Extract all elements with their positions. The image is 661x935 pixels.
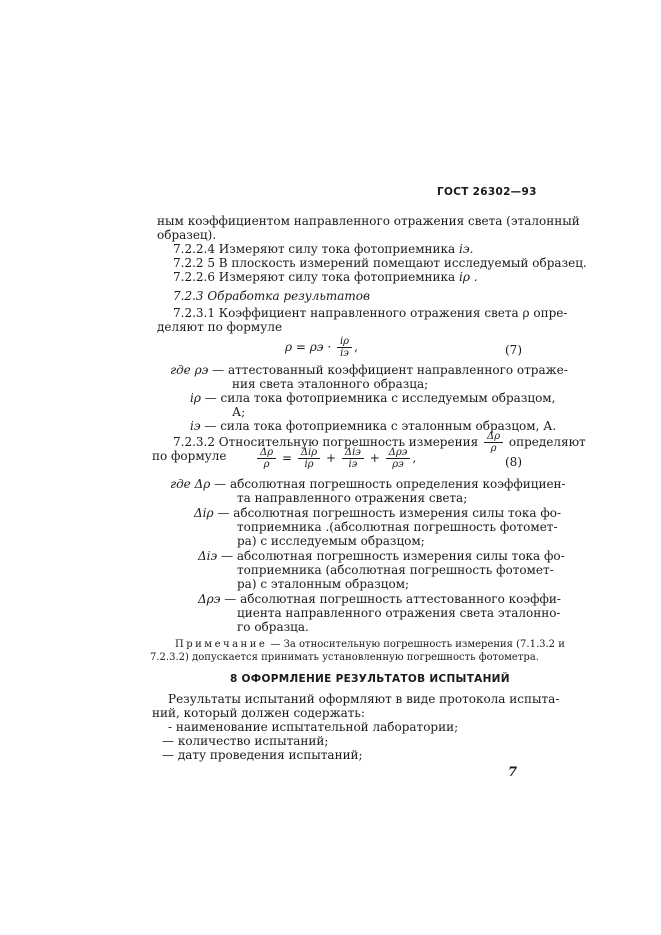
paragraph-line: по формуле — [152, 449, 227, 463]
fraction: $\frac{i\rho}{iэ}$ — [337, 336, 352, 359]
where-item-cont: циента направленного отражения света эталонно- — [237, 606, 561, 620]
standard-header: ГОСТ 26302—93 — [437, 186, 537, 198]
where-item-cont: топриемника (абсолютная погрешность фотомет- — [237, 563, 554, 577]
fraction: $\frac{\Delta\rho}{\rho}$ — [484, 431, 503, 454]
fraction: $\frac{\text{Δiэ}}{iэ}$ — [342, 447, 364, 470]
clause-723-heading: 7.2.3 Обработка результатов — [173, 289, 370, 303]
list-item: — дату проведения испытаний; — [162, 748, 363, 762]
clause-7224: 7.2.2.4 Измеряют силу тока фотоприемника iэ. — [173, 242, 474, 256]
where-item: iρ — сила тока фотоприемника с исследуемым образцом, — [190, 391, 556, 405]
paragraph-line: ным коэффициентом направленного отражения света (эталонный — [157, 214, 580, 228]
where-item-cont: топриемника .(абсолютная погрешность фотомет- — [237, 520, 558, 534]
where-item-cont: А; — [232, 405, 246, 419]
fraction: $\frac{\text{Δiρ}}{i\rho}$ — [298, 447, 320, 470]
clause-7231: 7.2.3.1 Коэффициент направленного отражения света ρ опре- — [173, 306, 568, 320]
note: Примечание — За относительную погрешность измерения (7.1.3.2 и — [175, 639, 565, 650]
where-item-cont: та направленного отражения света; — [237, 491, 468, 505]
clause-7226: 7.2.2.6 Измеряют силу тока фотоприемника iρ . — [173, 270, 478, 284]
section-8-intro: Результаты испытаний оформляют в виде протокола испыта- — [168, 692, 560, 706]
where-item: Δiρ — абсолютная погрешность измерения силы тока фо- — [194, 506, 562, 520]
where-item-cont: ния света эталонного образца; — [232, 377, 429, 391]
where-item-cont: ра) с исследуемым образцом; — [237, 534, 425, 548]
list-item: - наименование испытательной лаборатории; — [168, 720, 459, 734]
where-item: iэ — сила тока фотоприемника с эталонным образцом, А. — [190, 419, 557, 433]
formula-8: $\frac{\Delta\rho}{\rho}$ = $\frac{\text{Δiρ}}{i\rho}$ + $\frac{\text{Δiэ}}{iэ}$ + $\frac{\text{Δρэ}}{\rho э}$ , — [255, 447, 416, 470]
equation-number-7: (7) — [505, 343, 522, 357]
paragraph-line: деляют по формуле — [157, 320, 283, 334]
section-8-heading: 8 ОФОРМЛЕНИЕ РЕЗУЛЬТАТОВ ИСПЫТАНИЙ — [230, 673, 510, 685]
paragraph-line: образец). — [157, 228, 217, 242]
fraction: $\frac{\Delta\rho}{\rho}$ — [257, 447, 276, 470]
where-item: Δiэ — абсолютная погрешность измерения силы тока фо- — [198, 549, 565, 563]
page-number: 7 — [508, 765, 518, 780]
section-8-intro: ний, который должен содержать: — [152, 706, 365, 720]
clause-7232: 7.2.3.2 Относительную погрешность измерения $\frac{\Delta\rho}{\rho}$ определяют — [173, 431, 586, 454]
where-item-cont: го образца. — [237, 620, 309, 634]
clause-7225: 7.2.2 5 В плоскость измерений помещают исследуемый образец. — [173, 256, 587, 270]
formula-7: ρ = ρэ · $\frac{i\rho}{iэ}$ , — [285, 336, 358, 359]
fraction: $\frac{\text{Δρэ}}{\rho э}$ — [386, 447, 411, 470]
note-cont: 7.2.3.2) допускается принимать установленную погрешность фотометра. — [150, 652, 539, 663]
where-item: где Δρ — абсолютная погрешность определения коэффициен- — [170, 477, 566, 491]
where-item-cont: ра) с эталонным образцом; — [237, 577, 410, 591]
equation-number-8: (8) — [505, 455, 522, 469]
list-item: — количество испытаний; — [162, 734, 329, 748]
where-item: где ρэ — аттестованный коэффициент направленного отраже- — [170, 363, 568, 377]
where-item: Δρэ — абсолютная погрешность аттестованного коэффи- — [198, 592, 561, 606]
